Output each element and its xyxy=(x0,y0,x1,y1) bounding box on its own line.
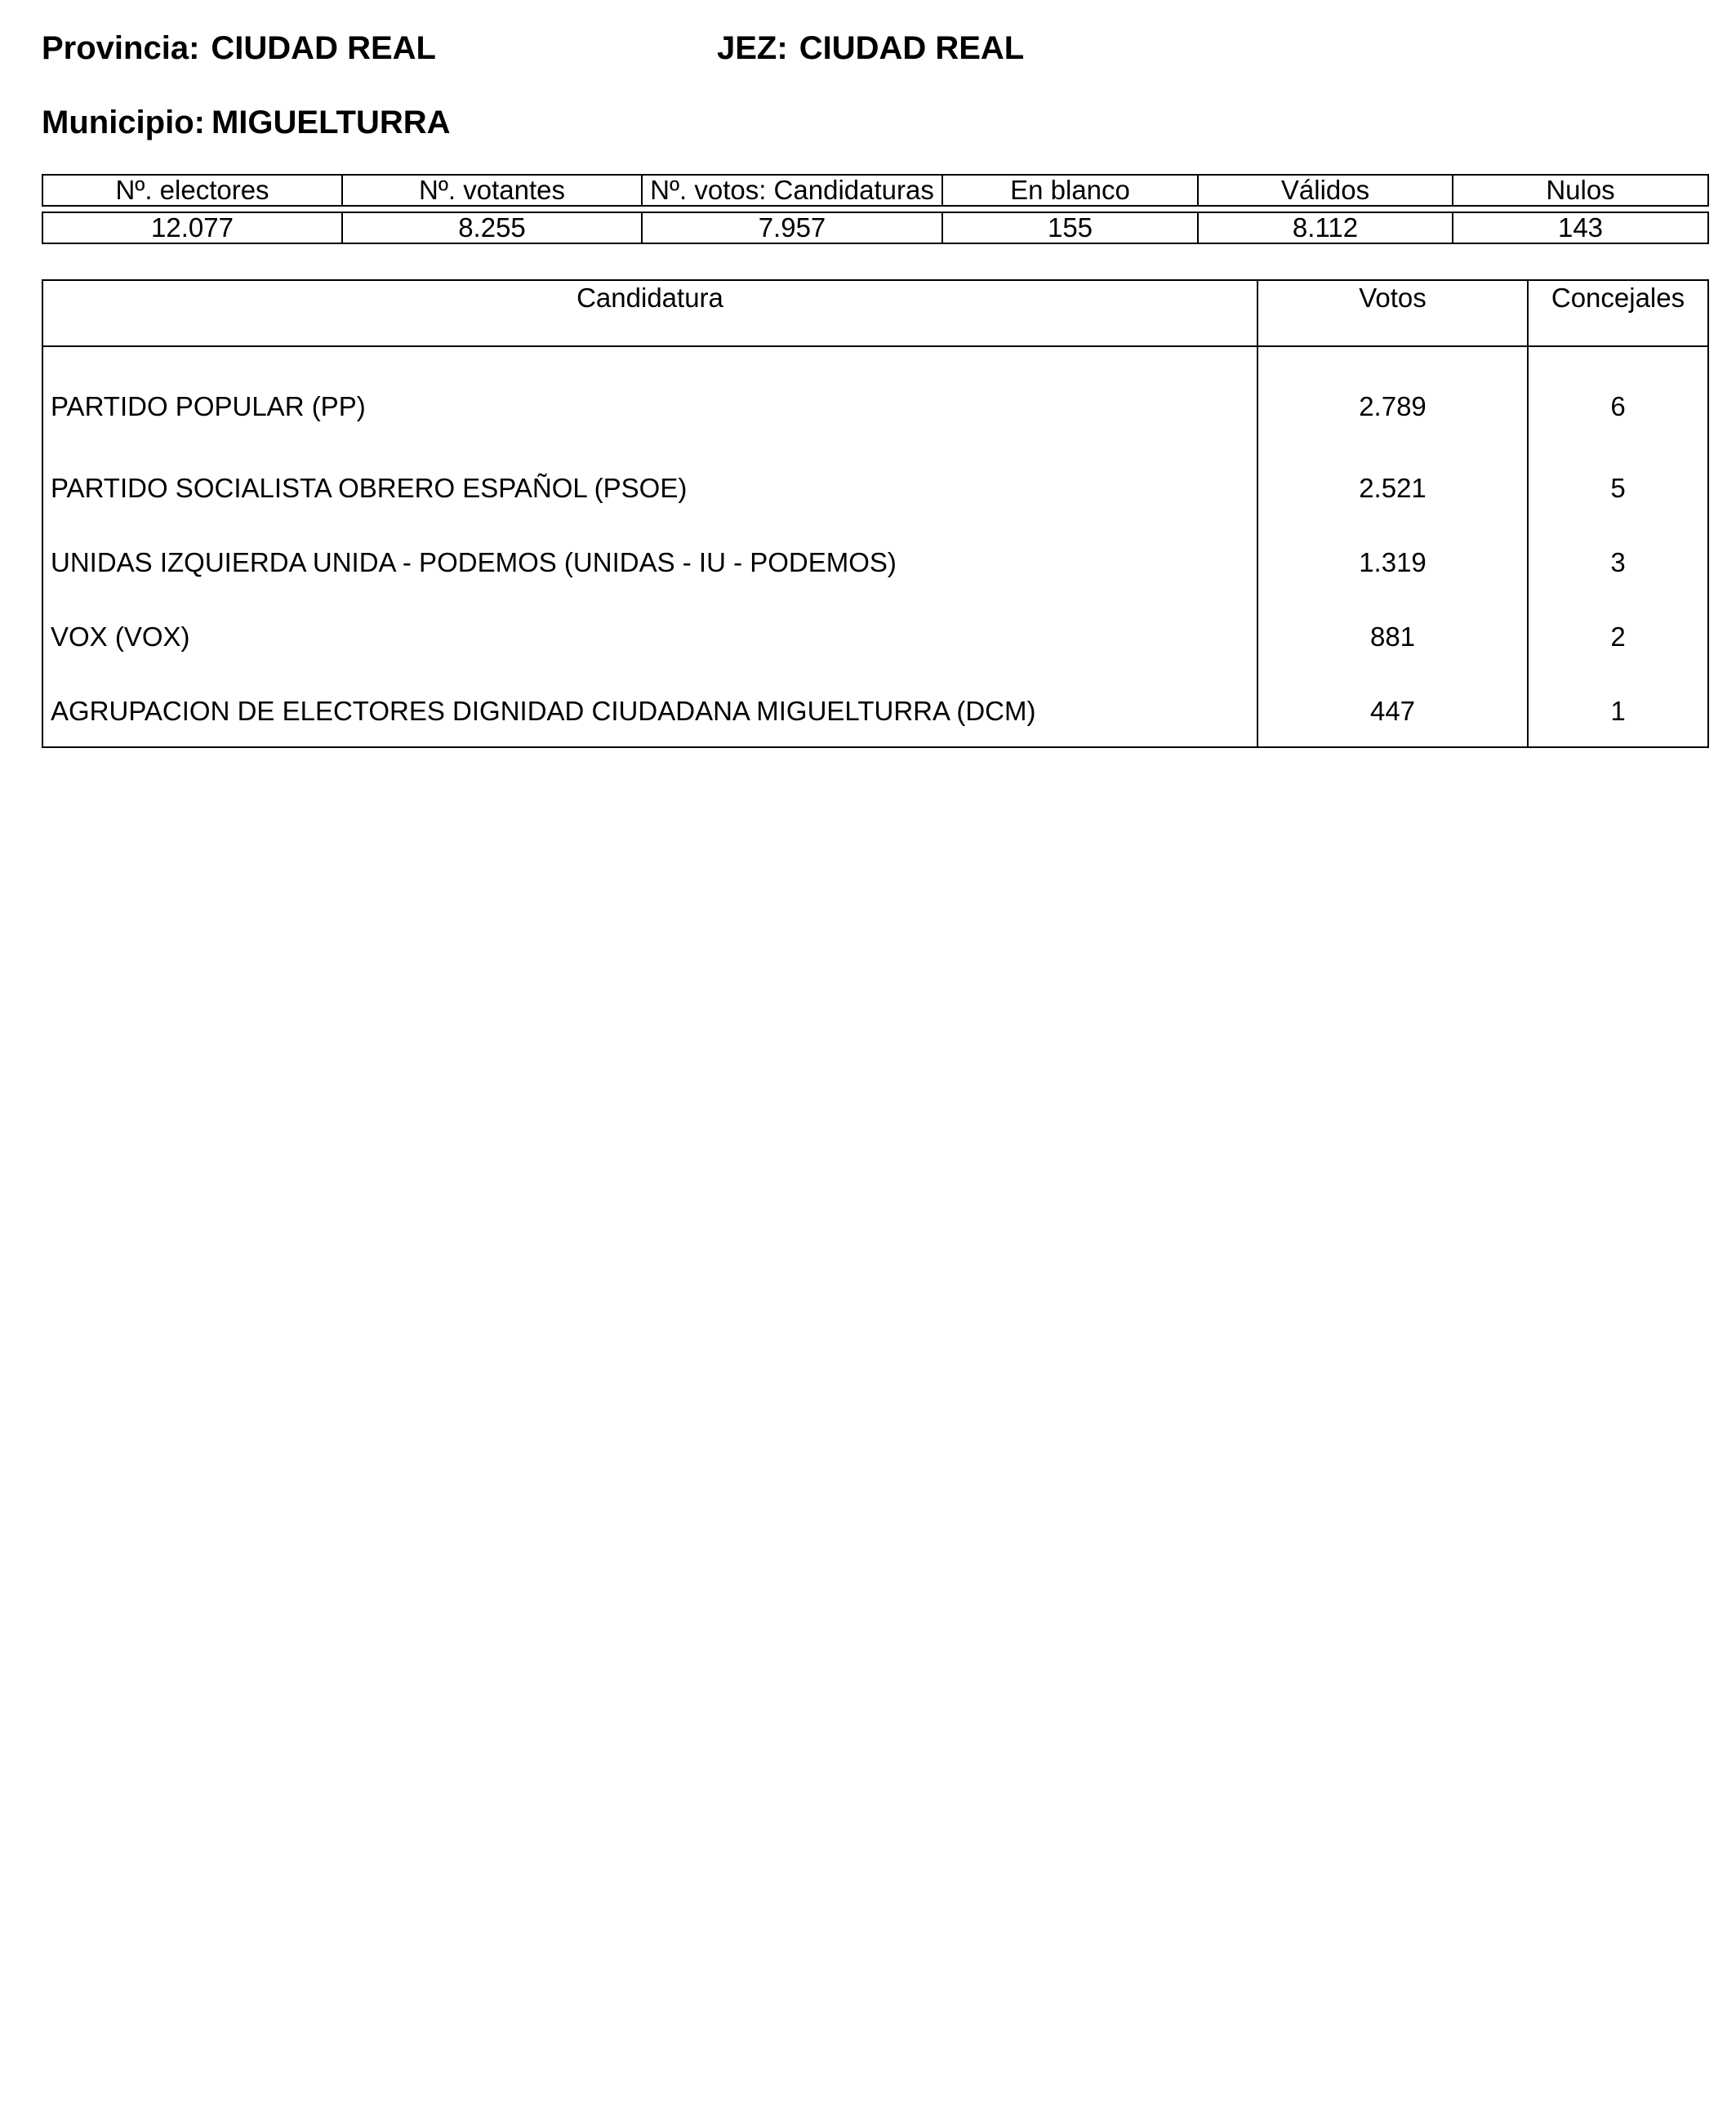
results-table xyxy=(42,279,1709,748)
provincia-line xyxy=(42,32,436,65)
summary-header-votos-candidaturas: Nº. votos: Candidaturas xyxy=(642,175,942,206)
header-concejales: Concejales xyxy=(1528,280,1708,346)
concejales-value: 6 xyxy=(1528,346,1708,449)
votos-value: 2.789 xyxy=(1257,346,1528,449)
header-votos: Votos xyxy=(1257,280,1528,346)
table-row xyxy=(42,523,1708,598)
votos-value: 2.521 xyxy=(1257,449,1528,523)
concejales-value: 3 xyxy=(1528,523,1708,598)
summary-header-electores: Nº. electores xyxy=(42,175,342,206)
municipio-line xyxy=(42,106,451,139)
candidatura-name: AGRUPACION DE ELECTORES DIGNIDAD CIUDADANA MIGUELTURRA (DCM) xyxy=(42,672,1257,747)
concejales-value: 5 xyxy=(1528,449,1708,523)
municipio-label: Municipio: xyxy=(42,105,205,140)
candidatura-name: VOX (VOX) xyxy=(42,598,1257,672)
votos-value: 1.319 xyxy=(1257,523,1528,598)
candidatura-name: UNIDAS IZQUIERDA UNIDA - PODEMOS (UNIDAS - IU - PODEMOS) xyxy=(42,523,1257,598)
summary-table xyxy=(42,174,1709,244)
summary-value-validos: 8.112 xyxy=(1198,212,1453,243)
table-row xyxy=(42,598,1708,672)
summary-value-row xyxy=(42,212,1708,243)
summary-header-nulos: Nulos xyxy=(1453,175,1708,206)
summary-value-votos-candidaturas: 7.957 xyxy=(642,212,942,243)
table-row xyxy=(42,449,1708,523)
concejales-value: 2 xyxy=(1528,598,1708,672)
summary-value-votantes: 8.255 xyxy=(342,212,642,243)
table-row xyxy=(42,672,1708,747)
candidatura-name: PARTIDO POPULAR (PP) xyxy=(42,346,1257,449)
candidatura-name: PARTIDO SOCIALISTA OBRERO ESPAÑOL (PSOE) xyxy=(42,449,1257,523)
table-row xyxy=(42,346,1708,449)
municipio-value: MIGUELTURRA xyxy=(211,105,451,140)
header-candidatura: Candidatura xyxy=(42,280,1257,346)
votos-value: 881 xyxy=(1257,598,1528,672)
summary-header-validos: Válidos xyxy=(1198,175,1453,206)
summary-value-en-blanco: 155 xyxy=(942,212,1198,243)
jez-value: CIUDAD REAL xyxy=(799,30,1025,66)
votos-value: 447 xyxy=(1257,672,1528,747)
concejales-value: 1 xyxy=(1528,672,1708,747)
provincia-label: Provincia: xyxy=(42,30,200,66)
jez-line xyxy=(717,32,1024,65)
summary-value-nulos: 143 xyxy=(1453,212,1708,243)
provincia-value: CIUDAD REAL xyxy=(211,30,436,66)
summary-header-row xyxy=(42,175,1708,206)
summary-header-votantes: Nº. votantes xyxy=(342,175,642,206)
summary-header-en-blanco: En blanco xyxy=(942,175,1198,206)
results-header-row xyxy=(42,280,1708,346)
jez-label: JEZ: xyxy=(717,30,788,66)
summary-value-electores: 12.077 xyxy=(42,212,342,243)
